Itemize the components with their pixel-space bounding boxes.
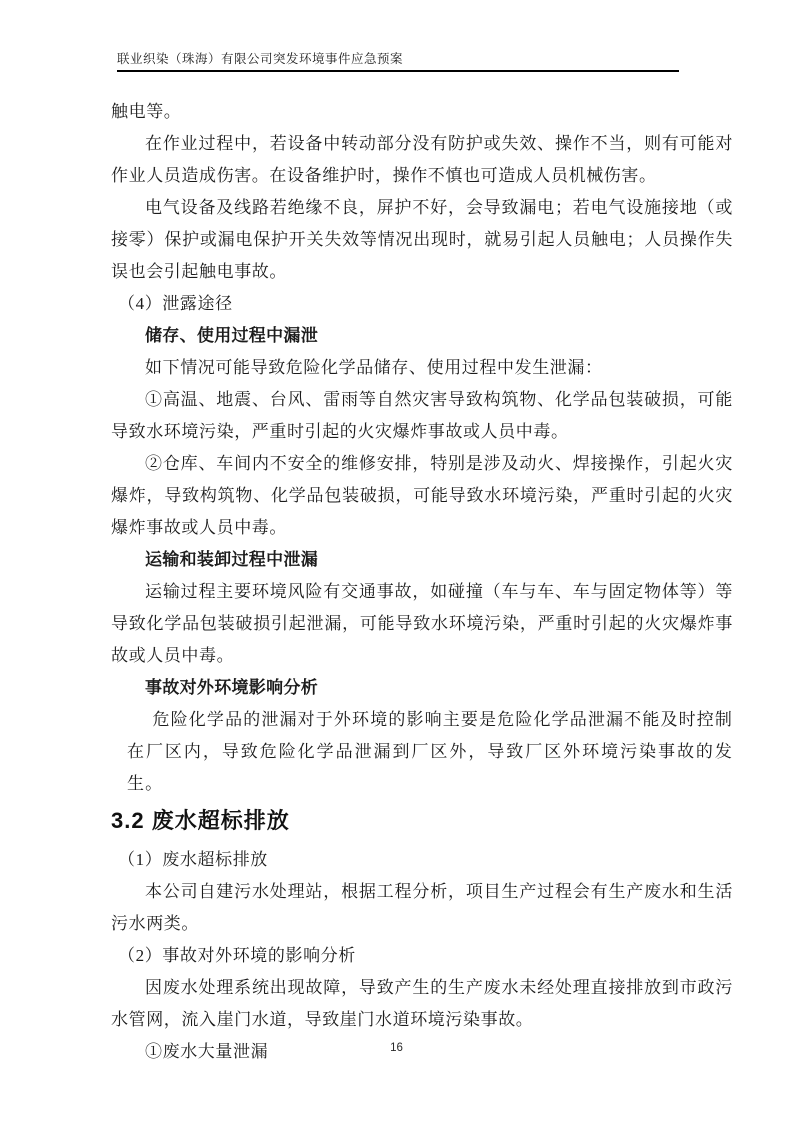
list-item-1-wastewater: （1）废水超标排放 [118, 850, 268, 869]
paragraph: 运输过程主要环境风险有交通事故，如碰撞（车与车、车与固定物体等）等导致化学品包装破损引起泄漏，可能导致水环境污染，严重时引起的火灾爆炸事故或人员中毒。 [111, 582, 733, 665]
paragraph: 本公司自建污水处理站，根据工程分析，项目生产过程会有生产废水和生活污水两类。 [111, 882, 733, 933]
paragraph: ①高温、地震、台风、雷雨等自然灾害导致构筑物、化学品包装破损，可能导致水环境污染，严重时引起的火灾爆炸事故或人员中毒。 [111, 390, 733, 441]
subheading-storage-use-leak: 储存、使用过程中漏泄 [145, 326, 318, 345]
paragraph: 因废水处理系统出现故障，导致产生的生产废水未经处理直接排放到市政污水管网，流入崖门水道，导致崖门水道环境污染事故。 [111, 978, 733, 1029]
paragraph: 危险化学品的泄漏对于外环境的影响主要是危险化学品泄漏不能及时控制在厂区内，导致危险化学品泄漏到厂区外，导致厂区外环境污染事故的发生。 [127, 710, 733, 793]
section-heading-3-2: 3.2 废水超标排放 [111, 808, 290, 833]
list-item-4-leak-pathways: （4）泄露途径 [118, 294, 233, 313]
page-footer [0, 1042, 793, 1054]
paragraph: 触电等。 [111, 102, 182, 121]
paragraph: ②仓库、车间内不安全的维修安排，特别是涉及动火、焊接操作，引起火灾爆炸，导致构筑物、化学品包装破损，可能导致水环境污染，严重时引起的火灾爆炸事故或人员中毒。 [111, 454, 733, 537]
page-header [117, 51, 679, 72]
subheading-accident-impact-analysis: 事故对外环境影响分析 [145, 678, 318, 697]
paragraph: 在作业过程中，若设备中转动部分没有防护或失效、操作不当，则有可能对作业人员造成伤害。在设备维护时，操作不慎也可造成人员机械伤害。 [111, 134, 733, 185]
list-item-2-impact-analysis: （2）事故对外环境的影响分析 [118, 946, 356, 965]
header-title: 联业织染（珠海）有限公司突发环境事件应急预案 [117, 52, 404, 66]
subheading-transport-loading-leak: 运输和装卸过程中泄漏 [145, 550, 318, 569]
header-divider [117, 70, 679, 72]
paragraph: ①废水大量泄漏 [145, 1042, 269, 1061]
paragraph: 如下情况可能导致危险化学品储存、使用过程中发生泄漏： [145, 358, 603, 377]
page-number: 16 [390, 1042, 403, 1054]
document-body [111, 96, 733, 1068]
paragraph: 电气设备及线路若绝缘不良，屏护不好，会导致漏电；若电气设施接地（或接零）保护或漏电保护开关失效等情况出现时，就易引起人员触电；人员操作失误也会引起触电事故。 [111, 198, 733, 281]
